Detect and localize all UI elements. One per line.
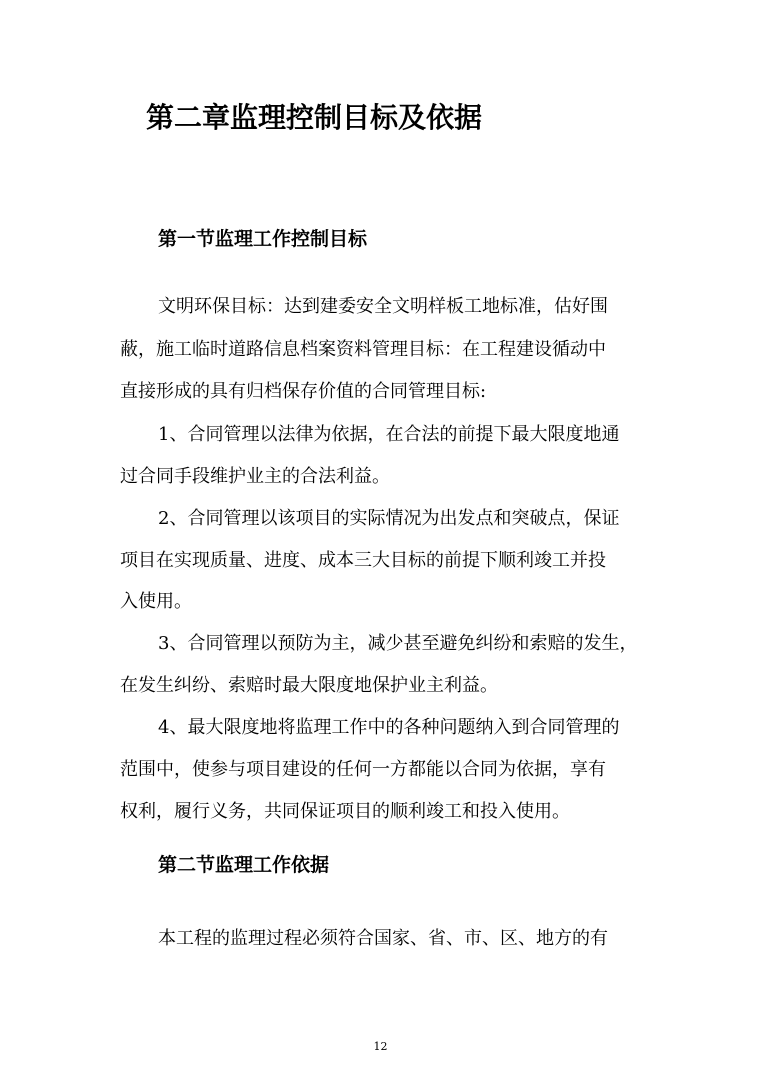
section-title-work-basis: 第二节监理工作依据 <box>158 854 330 876</box>
paragraph-line: 在发生纠纷、索赔时最大限度地保护业主利益。 <box>120 675 498 696</box>
paragraph-line: 项目在实现质量、进度、成本三大目标的前提下顺利竣工并投 <box>120 550 606 571</box>
paragraph-line: 过合同手段维护业主的合法利益。 <box>120 466 390 487</box>
paragraph-line: 本工程的监理过程必须符合国家、省、市、区、地方的有 <box>158 928 608 949</box>
page-number: 12 <box>373 1040 388 1053</box>
paragraph-line: 直接形成的具有归档保存价值的合同管理目标: <box>120 381 487 402</box>
paragraph-line: 1、合同管理以法律为依据，在合法的前提下最大限度地通 <box>158 424 620 445</box>
paragraph-line: 范围中，使参与项目建设的任何一方都能以合同为依据，享有 <box>120 759 606 780</box>
paragraph-line: 权利，履行义务，共同保证项目的顺利竣工和投入使用。 <box>120 801 570 822</box>
paragraph-line: 2、合同管理以该项目的实际情况为出发点和突破点，保证 <box>158 508 620 529</box>
paragraph-line: 4、最大限度地将监理工作中的各种问题纳入到合同管理的 <box>158 717 620 738</box>
chapter-title: 第二章监理控制目标及依据 <box>146 101 483 134</box>
section-title-control-goals: 第一节监理工作控制目标 <box>158 228 368 250</box>
paragraph-line: 入使用。 <box>120 591 192 612</box>
paragraph-line: 文明环保目标：达到建委安全文明样板工地标准，估好围 <box>158 296 608 317</box>
paragraph-line: 3、合同管理以预防为主，减少甚至避免纠纷和索赔的发生， <box>158 633 638 654</box>
paragraph-line: 蔽，施工临时道路信息档案资料管理目标：在工程建设循动中 <box>120 339 606 360</box>
